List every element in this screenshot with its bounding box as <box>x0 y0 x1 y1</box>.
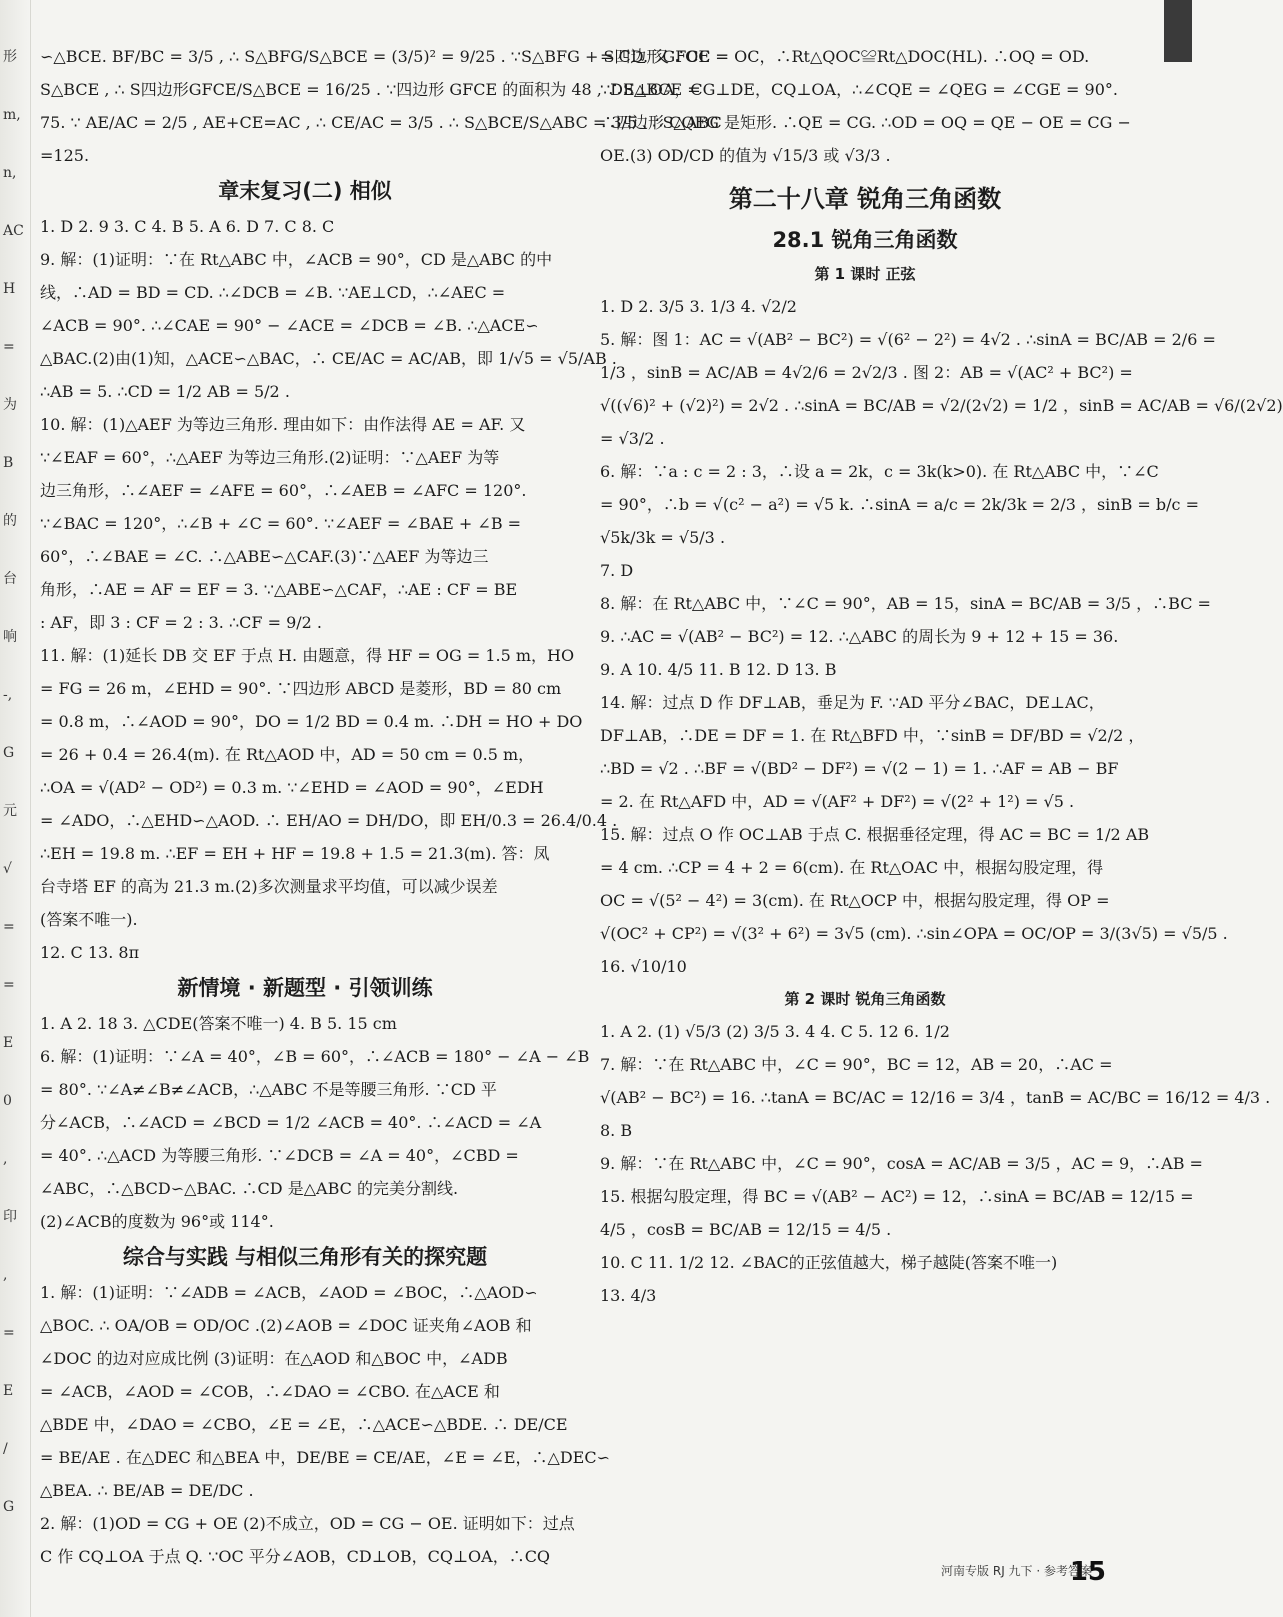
answer-line: 9. A 10. 4/5 11. B 12. D 13. B <box>600 660 837 679</box>
answer-line: ∴EH = 19.8 m. ∴EF = EH + HF = 19.8 + 1.5 = 21.3(m). 答：凤 <box>40 844 550 863</box>
answer-line: 台寺塔 EF 的高为 21.3 m.(2)多次测量求平均值，可以减少误差 <box>40 877 498 896</box>
answer-line: 7. D <box>600 561 634 580</box>
answer-line: = ∠ACB，∠AOD = ∠COB，∴∠DAO = ∠CBO. 在△ACE 和 <box>40 1382 500 1401</box>
heading-chapter-review: 章末复习(二) 相似 <box>218 179 392 203</box>
section-title: 28.1 锐角三角函数 <box>772 228 958 252</box>
edge-character: = <box>3 977 15 993</box>
answer-line: △BOC. ∴ OA/OB = OD/OC .(2)∠AOB = ∠DOC 证夹角∠AOB 和 <box>40 1316 532 1335</box>
left-top-solution-continuation <box>40 40 729 172</box>
answer-line: 15. 解：过点 O 作 OC⊥AB 于点 C. 根据垂径定理，得 AC = BC = 1/2 AB <box>600 825 1150 844</box>
answer-line: 1/3 ，sinB = AC/AB = 4√2/6 = 2√2/3 . 图 2：AB = √(AC² + BC²) = <box>600 363 1133 382</box>
edge-character: n, <box>3 165 17 181</box>
answer-line: ∵∠BAC = 120°，∴∠B + ∠C = 60°. ∵∠AEF = ∠BAE + ∠B = <box>40 514 522 533</box>
answer-line: = 0.8 m，∴∠AOD = 90°，DO = 1/2 BD = 0.4 m. ∴DH = HO + DO <box>40 712 583 731</box>
answer-line: = CD. 又∵OC = OC，∴Rt△QOC≌Rt△DOC(HL). ∴OQ = OD. <box>600 47 1090 66</box>
lesson-2-answers <box>600 1015 1271 1312</box>
edge-character: G <box>3 1499 15 1515</box>
answer-line: 线，∴AD = BD = CD. ∴∠DCB = ∠B. ∵AE⊥CD，∴∠AEC = <box>40 283 506 302</box>
answer-line: 6. 解：∵a : c = 2 : 3，∴设 a = 2k，c = 3k(k>0). 在 Rt△ABC 中，∵∠C <box>600 462 1159 481</box>
edge-character: = <box>3 919 15 935</box>
edge-character: G <box>3 745 15 761</box>
answer-line: =125. <box>40 146 90 165</box>
edge-character: = <box>3 1325 15 1341</box>
answer-line: = 40°. ∴△ACD 为等腰三角形. ∵∠DCB = ∠A = 40°，∠CBD = <box>40 1146 519 1165</box>
edge-character: / <box>3 1441 8 1457</box>
answer-line: = FG = 26 m，∠EHD = 90°. ∵四边形 ABCD 是菱形，BD = 80 cm <box>40 679 562 698</box>
answer-line: 2. 解：(1)OD = CG + OE (2)不成立，OD = CG − OE. 证明如下：过点 <box>40 1514 575 1533</box>
chapter-title: 第二十八章 锐角三角函数 <box>728 185 1002 213</box>
edge-character: 台 <box>3 571 17 587</box>
edge-character: 形 <box>3 49 17 65</box>
answer-line: 11. 解：(1)延长 DB 交 EF 于点 H. 由题意，得 HF = OG = 1.5 m，HO <box>40 646 575 665</box>
answer-line: = BE/AE . 在△DEC 和△BEA 中，DE/BE = CE/AE，∠E = ∠E，∴△DEC∽ <box>40 1448 611 1467</box>
lesson-1-title: 第 1 课时 正弦 <box>814 265 916 283</box>
answer-line: 分∠ACB，∴∠ACD = ∠BCD = 1/2 ∠ACB = 40°. ∴∠ACD = ∠A <box>40 1113 542 1132</box>
answer-line: ∠ABC，∴△BCD∽△BAC. ∴CD 是△ABC 的完美分割线. <box>40 1179 459 1198</box>
answer-line: ∴AB = 5. ∴CD = 1/2 AB = 5/2 . <box>40 382 290 401</box>
answer-line: (答案不唯一). <box>40 910 138 929</box>
edge-character: 的 <box>3 513 17 529</box>
answer-line: 12. C 13. 8π <box>40 943 140 962</box>
lesson-1-answers <box>600 290 1283 983</box>
answer-line: = 90°，∴b = √(c² − a²) = √5 k. ∴sinA = a/c = 2k/3k = 2/3 ，sinB = b/c = <box>600 495 1200 514</box>
answer-line: 1. 解：(1)证明：∵∠ADB = ∠ACB，∠AOD = ∠BOC，∴△AOD∽ <box>40 1283 538 1302</box>
edge-character: m, <box>3 107 21 123</box>
answer-line: △BDE 中，∠DAO = ∠CBO，∠E = ∠E，∴△ACE∽△BDE. ∴ DE/CE <box>40 1415 568 1434</box>
answer-line: 9. ∴AC = √(AB² − BC²) = 12. ∴△ABC 的周长为 9 + 12 + 15 = 36. <box>600 627 1119 646</box>
answer-line: = ∠ADO，∴△EHD∽△AOD. ∴ EH/AO = DH/DO，即 EH/0.3 = 26.4/0.4 . <box>40 811 618 830</box>
answer-line: (2)∠ACB的度数为 96°或 114°. <box>40 1212 274 1231</box>
answer-line: DF⊥AB，∴DE = DF = 1. 在 Rt△BFD 中，∵sinB = DF/BD = √2/2 ， <box>600 726 1145 745</box>
edge-character: H <box>3 281 16 297</box>
answer-line: 1. A 2. (1) √5/3 (2) 3/5 3. 4 4. C 5. 12 6. 1/2 <box>600 1022 950 1041</box>
edge-character: = <box>3 339 15 355</box>
edge-character: 印 <box>3 1209 17 1225</box>
lesson-2-title: 第 2 课时 锐角三角函数 <box>784 990 946 1008</box>
answer-line: 边三角形，∴∠AEF = ∠AFE = 60°，∴∠AEB = ∠AFC = 120°. <box>40 481 527 500</box>
answer-line: 1. A 2. 18 3. △CDE(答案不唯一) 4. B 5. 15 cm <box>40 1014 397 1033</box>
practice-answers <box>40 1276 611 1573</box>
right-column <box>600 40 1283 1312</box>
answer-line: : AF，即 3 : CF = 2 : 3. ∴CF = 9/2 . <box>40 613 323 632</box>
answer-line: 15. 根据勾股定理，得 BC = √(AB² − AC²) = 12，∴sinA = BC/AB = 12/15 = <box>600 1187 1194 1206</box>
answer-line: ∴四边形 CQEG 是矩形. ∴QE = CG. ∴OD = OQ = QE − OE = CG − <box>600 113 1131 132</box>
answer-line: ∴BD = √2 . ∴BF = √(BD² − DF²) = √(2 − 1) = 1. ∴AF = AB − BF <box>600 759 1119 778</box>
answer-line: √5k/3k = √5/3 . <box>600 528 726 547</box>
edge-character: AC <box>3 223 24 239</box>
answer-line: OE.(3) OD/CD 的值为 √15/3 或 √3/3 . <box>600 146 891 165</box>
heading-practice: 综合与实践 与相似三角形有关的探究题 <box>122 1245 488 1269</box>
answer-line: 8. 解：在 Rt△ABC 中，∵∠C = 90°，AB = 15，sinA = BC/AB = 3/5 ，∴BC = <box>600 594 1211 613</box>
answer-line: 角形，∴AE = AF = EF = 3. ∵△ABE∽△CAF，∴AE : CF = BE <box>40 580 518 599</box>
answer-line: = 80°. ∵∠A≠∠B≠∠ACB，∴△ABC 不是等腰三角形. ∵CD 平 <box>40 1080 497 1099</box>
answer-line: ∠ACB = 90°. ∴∠CAE = 90° − ∠ACE = ∠DCB = ∠B. ∴△ACE∽ <box>40 316 539 335</box>
heading-new-context: 新情境 · 新题型 · 引领训练 <box>177 976 433 1000</box>
scan-shadow <box>1164 0 1192 62</box>
edge-character: 0 <box>3 1093 12 1109</box>
answer-line: 14. 解：过点 D 作 DF⊥AB，垂足为 F. ∵AD 平分∠BAC，DE⊥AC， <box>600 693 1105 712</box>
answer-line: 1. D 2. 9 3. C 4. B 5. A 6. D 7. C 8. C <box>40 217 335 236</box>
answer-line: 5. 解：图 1：AC = √(AB² − BC²) = √(6² − 2²) = 4√2 . ∴sinA = BC/AB = 2/6 = <box>600 330 1216 349</box>
edge-character: E <box>3 1035 14 1051</box>
edge-character: E <box>3 1383 14 1399</box>
answer-line: 6. 解：(1)证明：∵∠A = 40°，∠B = 60°，∴∠ACB = 180° − ∠A − ∠B <box>40 1047 590 1066</box>
answer-line: C 作 CQ⊥OA 于点 Q. ∵OC 平分∠AOB，CD⊥OB，CQ⊥OA，∴CQ <box>40 1547 551 1566</box>
answer-line: ∴OA = √(AD² − OD²) = 0.3 m. ∵∠EHD = ∠AOD = 90°，∠EDH <box>40 778 544 797</box>
answer-line: △BAC.(2)由(1)知，△ACE∽△BAC，∴ CE/AC = AC/AB，即 1/√5 = √5/AB . <box>40 349 617 368</box>
footer-label: 河南专版 RJ 九下 · 参考答案 <box>941 1564 1092 1578</box>
edge-character: 为 <box>3 397 17 413</box>
answer-line: 75. ∵ AE/AC = 2/5 , AE+CE=AC , ∴ CE/AC = 3/5 . ∴ S△BCE/S△ABC = 3/5 . ∴S△ABC <box>40 113 722 132</box>
answer-line: = 4 cm. ∴CP = 4 + 2 = 6(cm). 在 Rt△OAC 中，根据勾股定理，得 <box>600 858 1104 877</box>
answer-line: √((√6)² + (√2)²) = 2√2 . ∴sinA = BC/AB = √2/(2√2) = 1/2 ，sinB = AC/AB = √6/(2√2) <box>600 396 1283 415</box>
answer-line: = √3/2 . <box>600 429 665 448</box>
answer-line: 4/5 ，cosB = BC/AB = 12/15 = 4/5 . <box>600 1220 892 1239</box>
answer-line: ∠DOC 的边对应成比例 (3)证明：在△AOD 和△BOC 中，∠ADB <box>40 1349 508 1368</box>
answer-line: 1. D 2. 3/5 3. 1/3 4. √2/2 <box>600 297 797 316</box>
edge-character: √ <box>3 861 12 877</box>
answer-line: √(OC² + CP²) = √(3² + 6²) = 3√5 (cm). ∴sin∠OPA = OC/OP = 3/(3√5) = √5/5 . <box>600 924 1228 943</box>
answer-line: = 2. 在 Rt△AFD 中，AD = √(AF² + DF²) = √(2² + 1²) = √5 . <box>600 792 1075 811</box>
answer-line: △BEA. ∴ BE/AB = DE/DC . <box>40 1481 254 1500</box>
new-context-answers <box>40 1007 590 1238</box>
edge-character: 响 <box>3 629 17 645</box>
answer-line: 9. 解：(1)证明：∵在 Rt△ABC 中，∠ACB = 90°，CD 是△ABC 的中 <box>40 250 553 269</box>
edge-character: B <box>3 455 14 471</box>
edge-character: 元 <box>3 803 17 819</box>
answer-line: 9. 解：∵在 Rt△ABC 中，∠C = 90°，cosA = AC/AB = 3/5 ，AC = 9，∴AB = <box>600 1154 1203 1173</box>
answer-line: = 26 + 0.4 = 26.4(m). 在 Rt△AOD 中，AD = 50 cm = 0.5 m， <box>40 745 535 764</box>
answer-line: 16. √10/10 <box>600 957 687 976</box>
answer-line: 7. 解：∵在 Rt△ABC 中，∠C = 90°，BC = 12，AB = 20，∴AC = <box>600 1055 1113 1074</box>
answer-line: ∵DE⊥OA，CG⊥DE，CQ⊥OA，∴∠CQE = ∠QEG = ∠CGE = 90°. <box>600 80 1118 99</box>
answer-line: 13. 4/3 <box>600 1286 657 1305</box>
answer-line: 60°，∴∠BAE = ∠C. ∴△ABE∽△CAF.(3)∵△AEF 为等边三 <box>40 547 489 566</box>
answer-line: 10. C 11. 1/2 12. ∠BAC的正弦值越大，梯子越陡(答案不唯一) <box>600 1253 1058 1272</box>
answer-line: √(AB² − BC²) = 16. ∴tanA = BC/AC = 12/16 = 3/4 ，tanB = AC/BC = 16/12 = 4/3 . <box>600 1088 1271 1107</box>
answer-line: 10. 解：(1)△AEF 为等边三角形. 理由如下：由作法得 AE = AF. 又 <box>40 415 526 434</box>
right-top-solution-continuation <box>600 40 1130 172</box>
edge-character: , <box>3 1151 8 1167</box>
edge-character: , <box>3 1267 8 1283</box>
answer-line: ∽△BCE. BF/BC = 3/5 , ∴ S△BFG/S△BCE = (3/5)² = 9/25 . ∵S△BFG + S四边形GFCE = <box>40 47 729 66</box>
answer-line: OC = √(5² − 4²) = 3(cm). 在 Rt△OCP 中，根据勾股定理，得 OP = <box>600 891 1110 910</box>
answer-line: ∵∠EAF = 60°，∴△AEF 为等边三角形.(2)证明：∵△AEF 为等 <box>40 448 500 467</box>
edge-character: -, <box>3 687 13 703</box>
answer-line: 8. B <box>600 1121 633 1140</box>
answer-line: S△BCE , ∴ S四边形GFCE/S△BCE = 16/25 . ∵四边形 GFCE 的面积为 48 , ∴S△BCE = <box>40 80 701 99</box>
page-number: 15 <box>1069 1557 1106 1587</box>
